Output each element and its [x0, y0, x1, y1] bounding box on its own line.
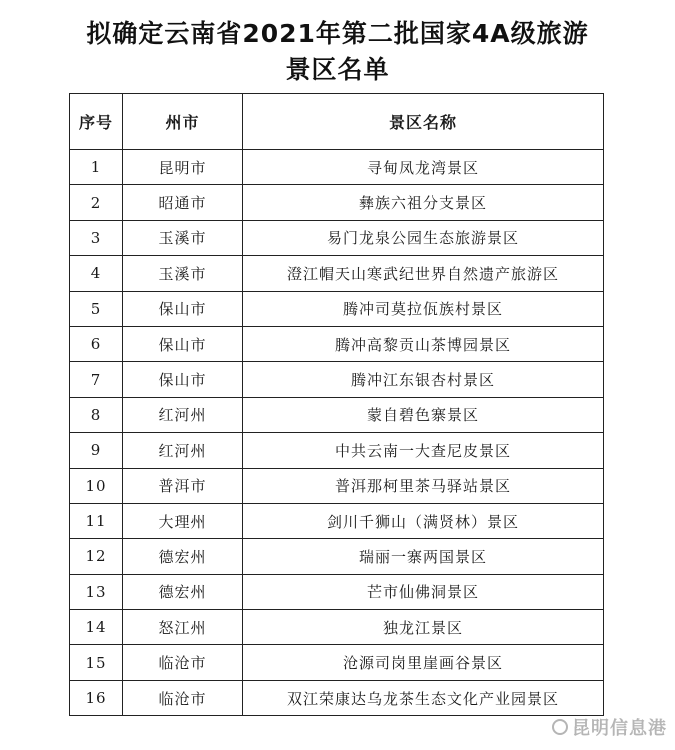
cell-serial-number: 8 — [70, 397, 123, 432]
cell-scenic-area-name: 寻甸凤龙湾景区 — [243, 150, 604, 185]
cell-serial-number: 9 — [70, 433, 123, 468]
cell-city: 玉溪市 — [123, 220, 243, 255]
cell-city: 普洱市 — [123, 468, 243, 503]
cell-city: 临沧市 — [123, 680, 243, 715]
cell-scenic-area-name: 易门龙泉公园生态旅游景区 — [243, 220, 604, 255]
cell-city: 红河州 — [123, 397, 243, 432]
cell-city: 保山市 — [123, 291, 243, 326]
cell-city: 保山市 — [123, 362, 243, 397]
cell-scenic-area-name: 蒙自碧色寨景区 — [243, 397, 604, 432]
cell-serial-number: 5 — [70, 291, 123, 326]
cell-city: 德宏州 — [123, 574, 243, 609]
watermark — [552, 714, 667, 740]
table-row — [70, 256, 604, 291]
cell-scenic-area-name: 剑川千狮山（满贤林）景区 — [243, 503, 604, 538]
watermark-text: 昆明信息港 — [572, 718, 667, 739]
header-city: 州市 — [123, 94, 243, 150]
cell-city: 怒江州 — [123, 610, 243, 645]
cell-serial-number: 16 — [70, 680, 123, 715]
cell-scenic-area-name: 沧源司岗里崖画谷景区 — [243, 645, 604, 680]
watermark-logo-icon — [552, 719, 568, 735]
table-row — [70, 645, 604, 680]
cell-serial-number: 11 — [70, 503, 123, 538]
table-row — [70, 397, 604, 432]
cell-city: 临沧市 — [123, 645, 243, 680]
table-row — [70, 291, 604, 326]
header-serial-number: 序号 — [70, 94, 123, 150]
cell-city: 红河州 — [123, 433, 243, 468]
table-row — [70, 326, 604, 361]
cell-city: 昆明市 — [123, 150, 243, 185]
cell-serial-number: 2 — [70, 185, 123, 220]
header-scenic-area-name: 景区名称 — [243, 94, 604, 150]
cell-city: 大理州 — [123, 503, 243, 538]
cell-city: 玉溪市 — [123, 256, 243, 291]
table-row — [70, 539, 604, 574]
cell-city: 昭通市 — [123, 185, 243, 220]
table-row — [70, 574, 604, 609]
cell-serial-number: 1 — [70, 150, 123, 185]
cell-serial-number: 6 — [70, 326, 123, 361]
table-row — [70, 433, 604, 468]
cell-city: 保山市 — [123, 326, 243, 361]
table-row — [70, 362, 604, 397]
cell-serial-number: 12 — [70, 539, 123, 574]
table-row — [70, 680, 604, 715]
cell-scenic-area-name: 独龙江景区 — [243, 610, 604, 645]
cell-scenic-area-name: 腾冲司莫拉佤族村景区 — [243, 291, 604, 326]
cell-serial-number: 13 — [70, 574, 123, 609]
cell-scenic-area-name: 澄江帽天山寒武纪世界自然遗产旅游区 — [243, 256, 604, 291]
table-row — [70, 185, 604, 220]
cell-city: 德宏州 — [123, 539, 243, 574]
cell-serial-number: 15 — [70, 645, 123, 680]
cell-scenic-area-name: 双江荣康达乌龙茶生态文化产业园景区 — [243, 680, 604, 715]
cell-scenic-area-name: 芒市仙佛洞景区 — [243, 574, 604, 609]
table-row — [70, 503, 604, 538]
table-header-row — [70, 94, 604, 150]
cell-serial-number: 3 — [70, 220, 123, 255]
table-row — [70, 150, 604, 185]
cell-serial-number: 14 — [70, 610, 123, 645]
table-row — [70, 610, 604, 645]
cell-scenic-area-name: 腾冲高黎贡山茶博园景区 — [243, 326, 604, 361]
document-title-line-2: 景区名单 — [285, 55, 390, 84]
cell-serial-number: 7 — [70, 362, 123, 397]
cell-serial-number: 4 — [70, 256, 123, 291]
cell-scenic-area-name: 腾冲江东银杏村景区 — [243, 362, 604, 397]
table-row — [70, 220, 604, 255]
scenic-area-table — [69, 93, 604, 716]
cell-serial-number: 10 — [70, 468, 123, 503]
document-title-line-1: 拟确定云南省2021年第二批国家4A级旅游 — [86, 19, 589, 48]
cell-scenic-area-name: 普洱那柯里茶马驿站景区 — [243, 468, 604, 503]
cell-scenic-area-name: 中共云南一大查尼皮景区 — [243, 433, 604, 468]
cell-scenic-area-name: 瑞丽一寨两国景区 — [243, 539, 604, 574]
table-row — [70, 468, 604, 503]
cell-scenic-area-name: 彝族六祖分支景区 — [243, 185, 604, 220]
